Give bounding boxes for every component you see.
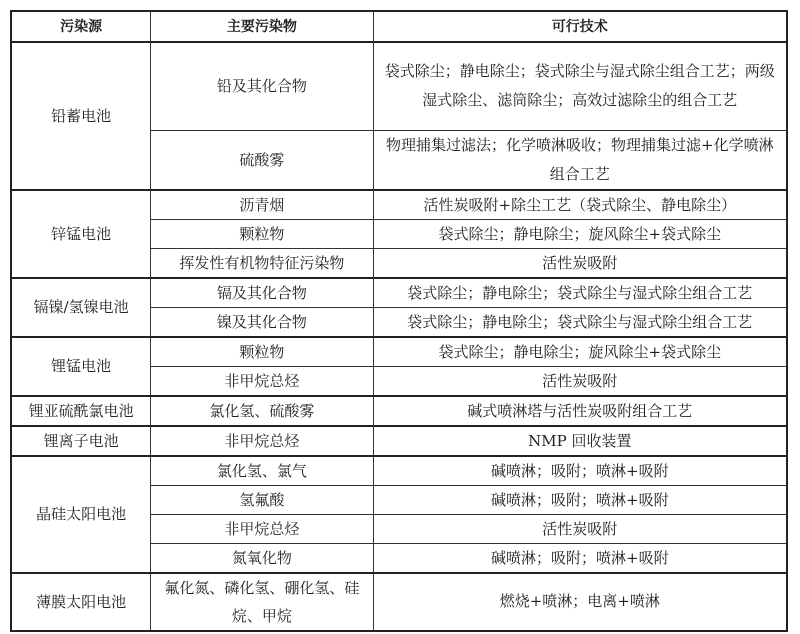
pollutant-cell: 非甲烷总烃 bbox=[151, 426, 373, 456]
pollutant-cell: 颗粒物 bbox=[151, 337, 373, 367]
technology-cell: 碱式喷淋塔与活性炭吸附组合工艺 bbox=[373, 396, 787, 426]
source-cell: 铅蓄电池 bbox=[11, 42, 151, 190]
pollutant-cell: 氢氟酸 bbox=[151, 485, 373, 514]
technology-cell: 袋式除尘；静电除尘；旋风除尘+袋式除尘 bbox=[373, 337, 787, 367]
technology-cell: 袋式除尘；静电除尘；袋式除尘与湿式除尘组合工艺 bbox=[373, 278, 787, 308]
pollutant-cell: 氯化氢、硫酸雾 bbox=[151, 396, 373, 426]
table-row bbox=[11, 396, 787, 426]
technology-cell: 活性炭吸附+除尘工艺（袋式除尘、静电除尘） bbox=[373, 190, 787, 220]
pollutant-cell: 铅及其化合物 bbox=[151, 42, 373, 130]
source-cell: 镉镍/氢镍电池 bbox=[11, 278, 151, 337]
technology-cell: 袋式除尘；静电除尘；袋式除尘与湿式除尘组合工艺 bbox=[373, 307, 787, 337]
source-cell: 锂亚硫酰氯电池 bbox=[11, 396, 151, 426]
technology-cell: 碱喷淋；吸附；喷淋+吸附 bbox=[373, 456, 787, 486]
table-row bbox=[11, 42, 787, 130]
technology-cell: 活性炭吸附 bbox=[373, 248, 787, 278]
pollutant-cell: 挥发性有机物特征污染物 bbox=[151, 248, 373, 278]
header-source: 污染源 bbox=[11, 11, 151, 42]
technology-cell: 活性炭吸附 bbox=[373, 366, 787, 396]
pollutant-cell: 氮氧化物 bbox=[151, 543, 373, 573]
pollutant-cell: 非甲烷总烃 bbox=[151, 514, 373, 543]
table-row bbox=[11, 426, 787, 456]
technology-cell: 活性炭吸附 bbox=[373, 514, 787, 543]
header-technology: 可行技术 bbox=[373, 11, 787, 42]
pollutant-cell: 颗粒物 bbox=[151, 219, 373, 248]
table-row bbox=[11, 573, 787, 631]
technology-cell: 燃烧+喷淋；电离+喷淋 bbox=[373, 573, 787, 631]
header-pollutant: 主要污染物 bbox=[151, 11, 373, 42]
pollutant-cell: 非甲烷总烃 bbox=[151, 366, 373, 396]
header-row bbox=[11, 11, 787, 42]
pollutant-cell: 沥青烟 bbox=[151, 190, 373, 220]
technology-cell: 袋式除尘；静电除尘；袋式除尘与湿式除尘组合工艺；两级湿式除尘、滤筒除尘；高效过滤除尘的组合工艺 bbox=[373, 42, 787, 130]
source-cell: 薄膜太阳电池 bbox=[11, 573, 151, 631]
source-cell: 锂离子电池 bbox=[11, 426, 151, 456]
source-cell: 锌锰电池 bbox=[11, 190, 151, 278]
pollution-technology-table bbox=[10, 10, 788, 632]
pollutant-cell: 镍及其化合物 bbox=[151, 307, 373, 337]
technology-cell: 袋式除尘；静电除尘；旋风除尘+袋式除尘 bbox=[373, 219, 787, 248]
technology-cell: 碱喷淋；吸附；喷淋+吸附 bbox=[373, 485, 787, 514]
technology-cell: 物理捕集过滤法；化学喷淋吸收；物理捕集过滤+化学喷淋组合工艺 bbox=[373, 130, 787, 190]
table-row bbox=[11, 278, 787, 308]
pollutant-cell: 镉及其化合物 bbox=[151, 278, 373, 308]
technology-cell: 碱喷淋；吸附；喷淋+吸附 bbox=[373, 543, 787, 573]
table-row bbox=[11, 456, 787, 486]
pollutant-cell: 氟化氮、磷化氢、硼化氢、硅烷、甲烷 bbox=[151, 573, 373, 631]
pollutant-cell: 氯化氢、氯气 bbox=[151, 456, 373, 486]
pollutant-cell: 硫酸雾 bbox=[151, 130, 373, 190]
table-row bbox=[11, 337, 787, 367]
technology-cell: NMP 回收装置 bbox=[373, 426, 787, 456]
table-row bbox=[11, 190, 787, 220]
source-cell: 晶硅太阳电池 bbox=[11, 456, 151, 573]
source-cell: 锂锰电池 bbox=[11, 337, 151, 396]
